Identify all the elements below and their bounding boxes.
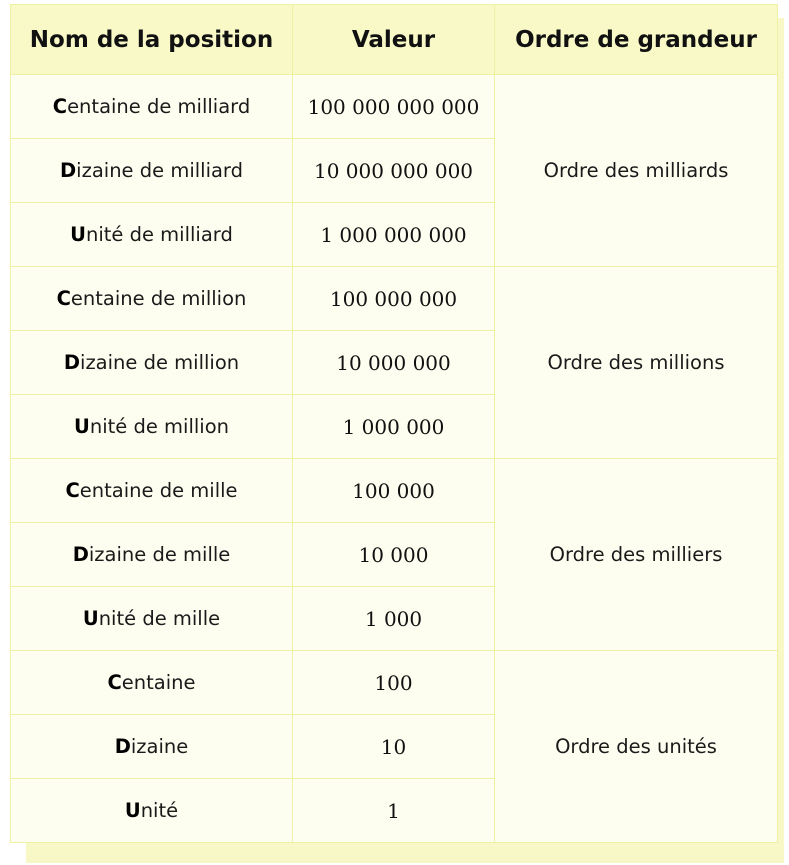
- position-initial: D: [72, 543, 89, 566]
- position-name-rest: nité de mille: [98, 607, 221, 630]
- position-name-cell: [11, 651, 293, 715]
- position-name-cell: [11, 331, 293, 395]
- value-cell: 100 000: [293, 459, 495, 523]
- position-name-rest: entaine: [121, 671, 196, 694]
- header-value: Valeur: [293, 5, 495, 75]
- position-name-rest: izaine: [130, 735, 189, 758]
- position-name-cell: [11, 587, 293, 651]
- value-cell: 1 000: [293, 587, 495, 651]
- table-row: [11, 267, 778, 331]
- position-initial: C: [107, 671, 122, 694]
- position-initial: C: [56, 287, 71, 310]
- table-row: [11, 651, 778, 715]
- value-cell: 100 000 000: [293, 267, 495, 331]
- position-initial: U: [82, 607, 99, 630]
- position-initial: D: [59, 159, 77, 182]
- position-name-cell: [11, 203, 293, 267]
- position-name-rest: entaine de mille: [79, 479, 238, 502]
- position-initial: C: [52, 95, 68, 118]
- position-initial: U: [74, 415, 90, 438]
- position-initial: C: [65, 479, 80, 502]
- value-cell: 1 000 000 000: [293, 203, 495, 267]
- order-cell: Ordre des millions: [495, 267, 778, 459]
- position-initial: D: [114, 735, 131, 758]
- position-name-rest: izaine de million: [80, 351, 240, 374]
- position-name-cell: [11, 779, 293, 843]
- position-initial: U: [124, 799, 141, 822]
- table-row: [11, 75, 778, 139]
- position-name-rest: entaine de milliard: [67, 95, 251, 118]
- position-name-rest: izaine de mille: [88, 543, 231, 566]
- order-cell: Ordre des milliers: [495, 459, 778, 651]
- value-cell: 10 000 000 000: [293, 139, 495, 203]
- header-row: [11, 5, 778, 75]
- position-name-cell: [11, 395, 293, 459]
- position-name-cell: [11, 267, 293, 331]
- position-initial: D: [63, 351, 81, 374]
- position-name-cell: [11, 523, 293, 587]
- position-name-rest: izaine de milliard: [76, 159, 243, 182]
- value-cell: 100 000 000 000: [293, 75, 495, 139]
- value-cell: 1: [293, 779, 495, 843]
- position-name-cell: [11, 139, 293, 203]
- header-order: Ordre de grandeur: [495, 5, 778, 75]
- order-cell: Ordre des unités: [495, 651, 778, 843]
- value-cell: 100: [293, 651, 495, 715]
- order-cell: Ordre des milliards: [495, 75, 778, 267]
- position-initial: U: [70, 223, 86, 246]
- position-name-rest: entaine de million: [70, 287, 247, 310]
- position-name-cell: [11, 459, 293, 523]
- position-name-rest: nité de million: [89, 415, 229, 438]
- position-name-rest: nité de milliard: [85, 223, 233, 246]
- value-cell: 10 000: [293, 523, 495, 587]
- value-cell: 1 000 000: [293, 395, 495, 459]
- position-name-cell: [11, 75, 293, 139]
- value-cell: 10: [293, 715, 495, 779]
- table-row: [11, 459, 778, 523]
- place-value-table: [10, 4, 778, 843]
- value-cell: 10 000 000: [293, 331, 495, 395]
- header-position-name: Nom de la position: [11, 5, 293, 75]
- position-name-rest: nité: [140, 799, 179, 822]
- position-name-cell: [11, 715, 293, 779]
